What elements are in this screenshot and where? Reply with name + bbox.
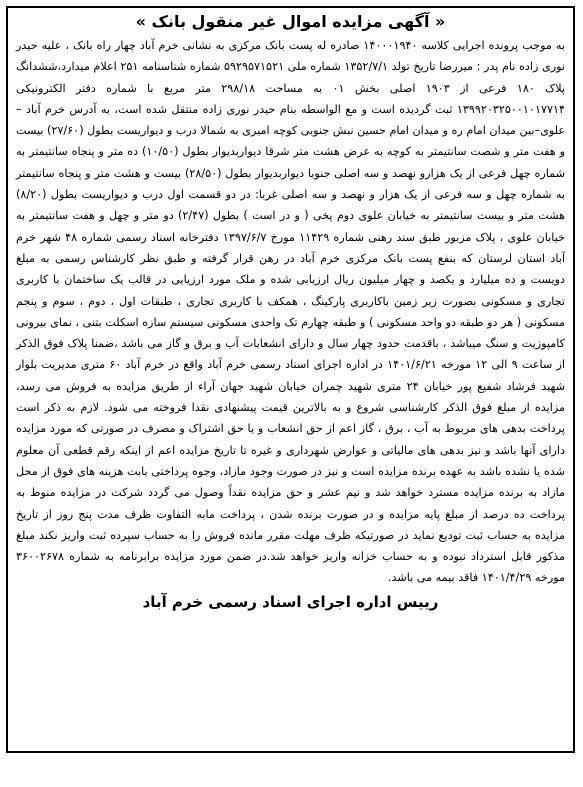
notice-title: « آگهی مزایده اموال غیر منقول بانک » bbox=[135, 12, 446, 31]
notice-body: به موجب پرونده اجرایی کلاسه ۱۴۰۰۰۱۹۴۰ صادره له پست بانک مرکزی به نشانی خرم آباد چهار راه بانک ، علیه حیدر نوری زاده نام پدر : میررضا تاریخ تولد ۱۳۵۲/۷/۱ شماره ملی ۵۹۲۹۵۷۱۵۲۱ شماره شناسنامه ۲۵۱ اعلام میدارد،ششدانگ پلاک ۱۸۰ فرعی از ۱۹۰۳ اصلی بخش ۰۱ به مساحت ۲۹۸/۱۸ متر مربع با شماره دفتر الکترونیکی ۱۳۹۹۲۰۳۲۵۰۰۱۰۱۷۷۱۴ ثبت گردیده است و مع الواسطه بنام حیدر نوری زاده منتقل شده است، به آدرس خرم آباد –علوی–بین میدان امام ره و میدان امام حسین نبش جنوبی کوچه امیری به شمالا درب و دیواریست بطول (۲۷/۶۰) بیست و هفت متر و شصت سانتیمتر به کوچه به عرض هشت متر شرقا دیواربدیوار بطول (۱۰/۵۰) ده متر و پنجاه سانتیمتر به شماره چهل فرعی از یک هزارو نهصد و سه اصلی جنوبا دیواربدیوار بطول (۲۸/۵۰) بیست و هشت متر و پنجاه سانتیمتر به شماره چهل و سه فرعی از یک هزار و نهصد و سه اصلی غربا: در دو قسمت اول درب و دیواریست بطول (۸/۲۰) هشت متر و بیست سانتیمتر به خیابان علوی دوم پخی ( و در است ) بطول (۲/۴۷) دو متر و چهل و هفت سانتیمتر به خیابان علوی ، پلاک مزبور طبق سند رهنی شماره ۱۱۴۲۹ مورخ ۱۳۹۷/۶/۷ دفترخانه اسناد رسمی شماره ۴۸ شهر خرم آباد استان لرستان که بنفع پست بانک مرکزی خرم آباد در رهن قرار گرفته و طبق نظر کارشناس رسمی به مبلغ دویست و ده میلیارد و یکصد و چهار میلیون ریال ارزیابی شده و ملک مورد ارزیابی در قالب یک ساختمان با کاربری تجاری و مسکونی بصورت زیر زمین باکاربری پارکینگ ، همکف با کاربری تجاری ، طبقات اول ، دوم ، سوم و پنجم مسکونی ( هر دو طبقه دو واحد مسکونی ) و طبقه چهارم تک واحدی مسکونی سیستم سازه اسکلت بتنی ، نمای بیرونی کامپوزیت و سنگ میباشد ، باقدمت حدود چهار سال و دارای انشعابات آب و برق و گاز می باشد ،ضمنا پلاک فوق الذکر از ساعت ۹ الی ۱۲ مورخه ۱۴۰۱/۶/۲۱ در اداره اجرای اسناد رسمی خرم آباد واقع در خرم آباد ۶۰ متری مدیریت بلوار شهید فرشاد شفیع پور خیابان ۲۴ متری شهید چمران خیابان شهید جهان آراء از طریق مزایده به فروش می رسد، مزایده از مبلغ فوق الذکر کارشناسی شروع و به بالاترین قیمت پیشنهادی نقدا فروخته می شود. لازم به ذکر است پرداخت بدهی های مربوط به آب ، برق ، گاز اعم از حق انشعاب و یا حق اشتراک و مصرف در صورتی که مورد مزایده دارای آنها باشد و نیز بدهی های مالیاتی و عوارض شهرداری و غیره تا تاریخ مزایده اعم از اینکه رقم قطعی آن معلوم شده یا نشده باشد به عهده برنده مزایده است و نیز در صورت وجود مازاد، وجوه پرداختی بابت هزینه های فوق از محل مازاد به برنده مزایده مسترد خواهد شد و نیم عشر و حق مزایده نقداً وصول می گردد شرکت در مزایده منوط به پرداخت ده درصد از مبلغ پایه مزایده و در صورت برنده شدن ، پرداخت مابه التفاوت ظرف مدت پنج روز از تاریخ مزایده به حساب ثبت تودیع نماید در صورتیکه ظرف مهلت مقرر مانده فروش را به حساب سپرده ثبت واریز نکند مبلغ مذکور قابل استرداد نبوده و به حساب خزانه واریز خواهد شد.در ضمن مورد مزایده برابرنامه به شماره ۳۶۰۰۲۶۷۸ مورخه ۱۴۰۱/۴/۲۹ فاقد بیمه می باشد. bbox=[16, 39, 566, 585]
auction-notice bbox=[6, 6, 575, 753]
notice-signature: رییس اداره اجرای اسناد رسمی خرم آباد bbox=[142, 592, 439, 611]
